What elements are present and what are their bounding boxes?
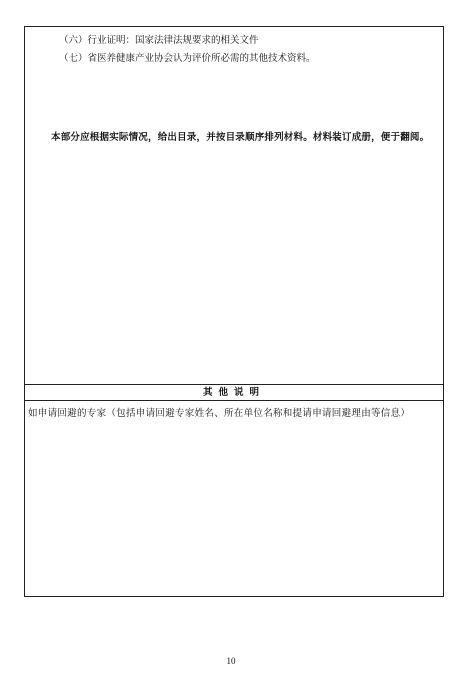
other-notes-heading: 其他说明 xyxy=(25,385,443,401)
form-table xyxy=(24,26,444,597)
item-seven-other-technical-materials: （七）省医养健康产业协会认为评价所必需的其他技术资料。 xyxy=(59,53,316,64)
binding-instruction: 本部分应根据实际情况，给出目录，并按目录顺序排列材料。材料装订成册，便于翻阅。 xyxy=(51,132,430,143)
materials-cell xyxy=(25,27,443,385)
item-six-industry-certification: （六）行业证明：国家法律法规要求的相关文件 xyxy=(59,35,259,46)
page-number: 10 xyxy=(226,656,236,666)
other-notes-text: 如申请回避的专家（包括申请回避专家姓名、所在单位名称和提请申请回避理由等信息） xyxy=(28,408,411,419)
